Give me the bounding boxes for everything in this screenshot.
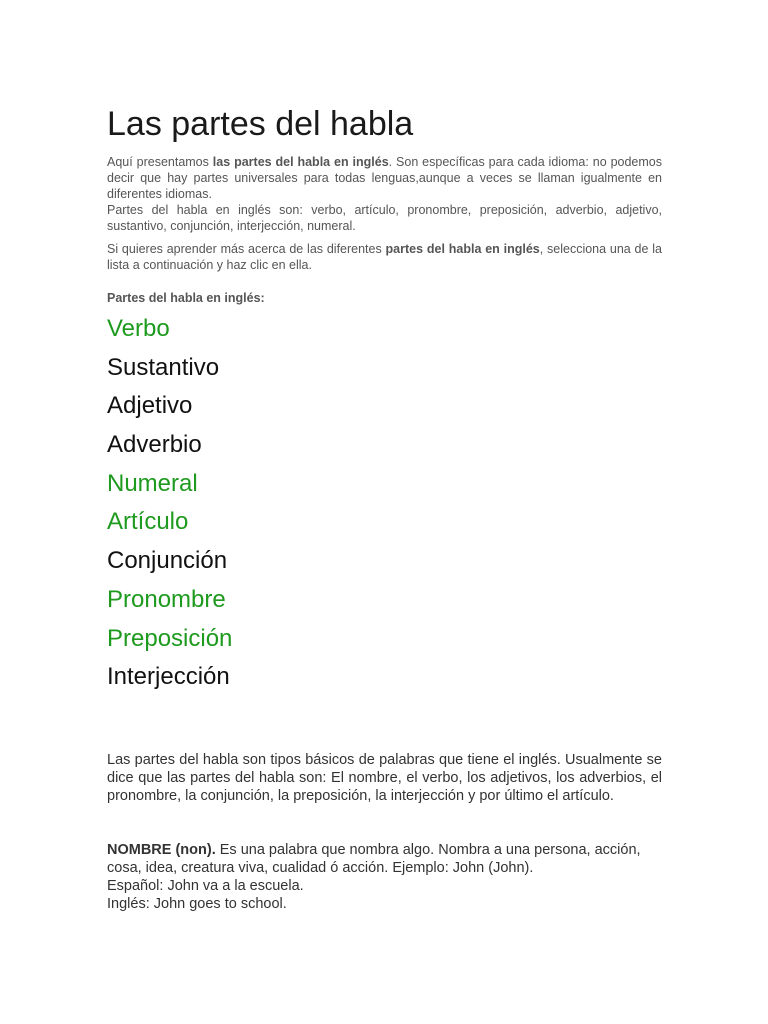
part-of-speech-link[interactable]: Verbo	[107, 315, 170, 342]
instructions-paragraph	[107, 241, 662, 273]
part-of-speech-link[interactable]: Pronombre	[107, 585, 226, 613]
part-of-speech-item: Conjunción	[107, 547, 228, 575]
noun-text: Es una palabra que nombra algo. Nombra a una persona, acción, cosa, idea, creatura viva, cualidad ó acción. Ejemplo: John (John).	[107, 842, 641, 876]
parts-of-speech-list	[107, 310, 232, 697]
part-of-speech-item: Adverbio	[107, 431, 202, 459]
noun-paragraph	[107, 841, 662, 913]
noun-example-english: Inglés: John goes to school.	[107, 896, 287, 912]
part-of-speech-item: Sustantivo	[107, 353, 220, 381]
part-of-speech-item: Interjección	[107, 663, 230, 691]
intro-text-1: Aquí presentamos	[107, 155, 213, 169]
intro-line-2: Partes del habla en inglés son: verbo, artículo, pronombre, preposición, adverbio, adjetivo, sustantivo, conjunción, interjección, numeral.	[107, 203, 662, 233]
noun-term: NOMBRE (non).	[107, 842, 216, 858]
part-of-speech-item: Adjetivo	[107, 392, 193, 420]
page-title: Las partes del habla	[107, 105, 414, 143]
instructions-text-2: , selecciona una de la lista a continuación y haz clic en ella.	[107, 242, 663, 272]
summary-paragraph: Las partes del habla son tipos básicos de palabras que tiene el inglés. Usualmente se dice que las partes del habla son: El nombre, el verbo, los adjetivos, los adverbios, el pronombre, la conjunción, la preposición, la interjección y por último el artículo.	[107, 752, 662, 804]
intro-text-2: . Son específicas para cada idioma: no podemos decir que hay partes universales para todas lenguas,aunque a veces se llaman igualmente en diferentes idiomas.	[107, 155, 662, 201]
noun-definition	[107, 841, 662, 877]
intro-bold: las partes del habla en inglés	[212, 155, 389, 169]
part-of-speech-link[interactable]: Preposición	[107, 624, 233, 652]
part-of-speech-link[interactable]: Numeral	[107, 469, 198, 497]
part-of-speech-link[interactable]: Artículo	[107, 508, 189, 536]
list-heading: Partes del habla en inglés:	[107, 291, 265, 305]
instructions-text-1: Si quieres aprender más acerca de las diferentes	[107, 242, 386, 256]
instructions-bold: partes del habla en inglés	[385, 242, 540, 256]
intro-paragraph	[107, 154, 662, 234]
noun-example-spanish: Español: John va a la escuela.	[107, 878, 304, 894]
